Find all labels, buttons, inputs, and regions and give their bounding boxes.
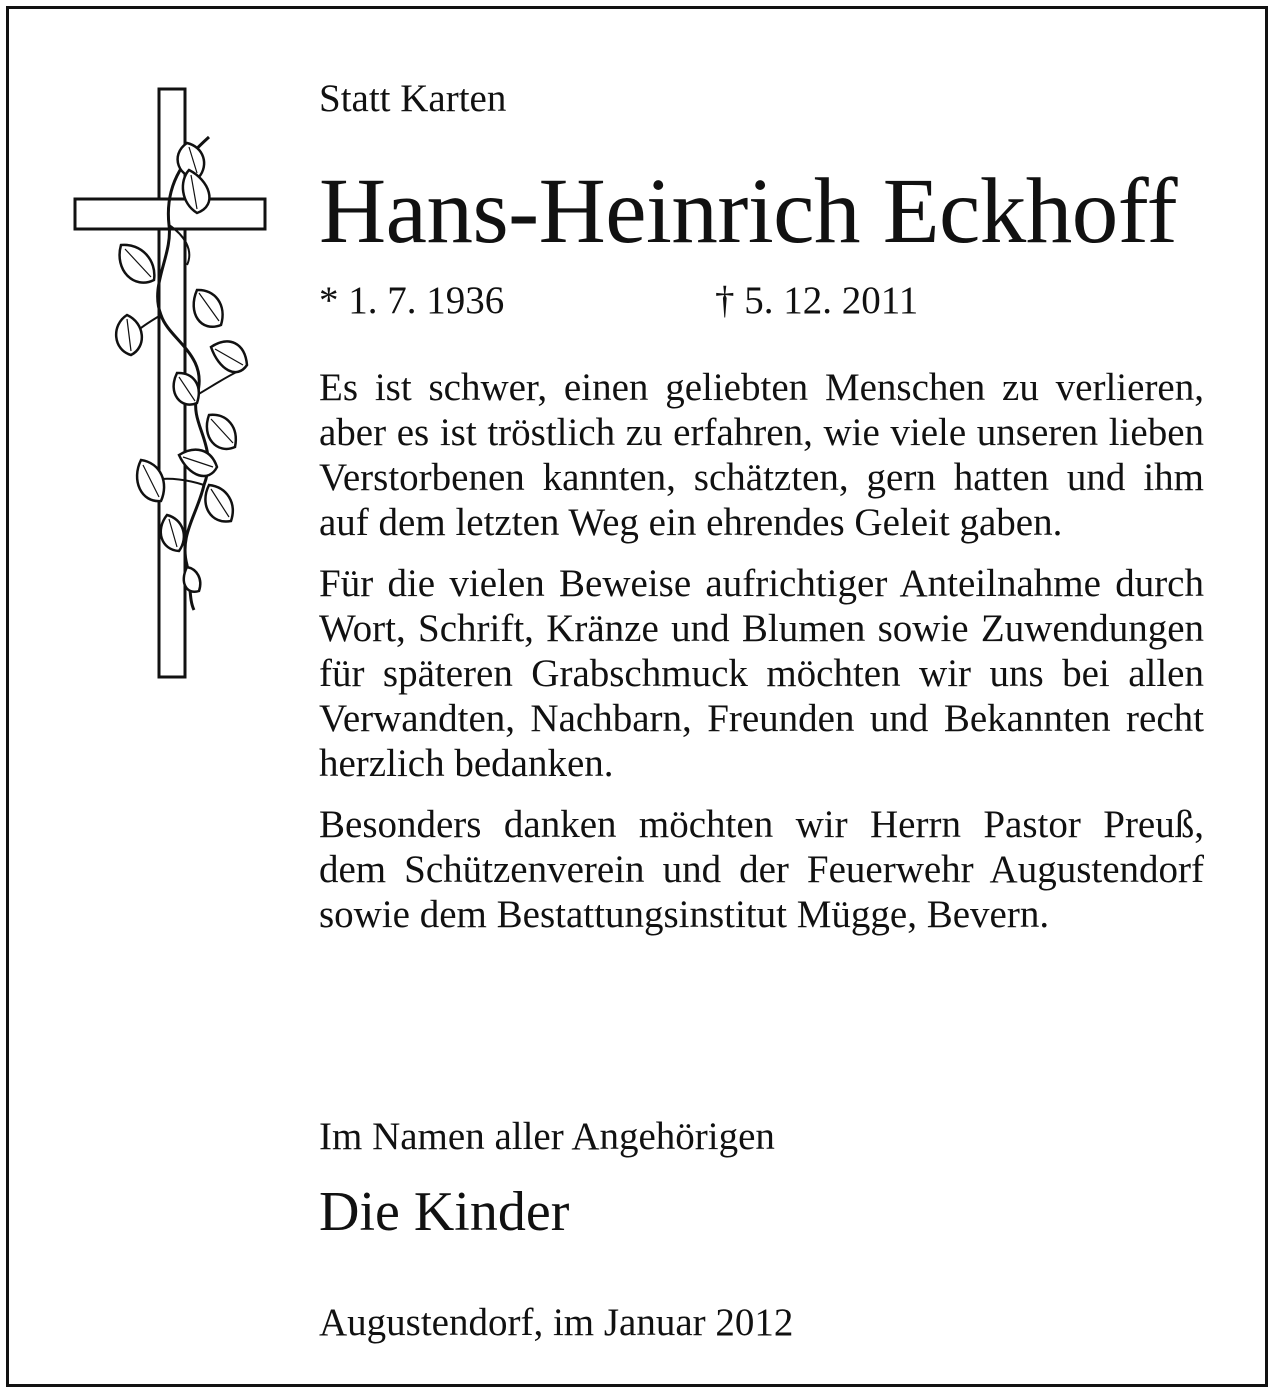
birth-date: * 1. 7. 1936 bbox=[319, 279, 505, 322]
signature-intro: Im Namen aller Angehörigen bbox=[319, 1115, 775, 1158]
paragraph-thanks: Für die vielen Beweise aufrichtiger Anteilnahme durch Wort, Schrift, Kränze und Blumen sowie Zuwendungen für späteren Grabschmuck möchten wir uns bei allen Verwandten, Nachbarn, Freunden und Bekannten recht herzlich bedanken. bbox=[319, 562, 1204, 785]
death-date: † 5. 12. 2011 bbox=[715, 279, 919, 322]
life-dates bbox=[319, 277, 1204, 327]
notice-frame bbox=[6, 6, 1268, 1387]
signer-name: Die Kinder bbox=[319, 1181, 570, 1243]
place-and-date: Augustendorf, im Januar 2012 bbox=[319, 1301, 794, 1344]
paragraph-gratitude: Es ist schwer, einen geliebten Menschen zu verlieren, aber es ist tröstlich zu erfahren, wie viele unseren lieben Verstorbenen kannten, schätzten, gern hatten und ihm auf dem letzten Weg ein ehrendes Geleit gaben. bbox=[319, 366, 1204, 544]
paragraph-special-thanks: Besonders danken möchten wir Herrn Pastor Preuß, dem Schützenverein und der Feuerwehr Augustendorf sowie dem Bestattungsinstitut Mügge, Bevern. bbox=[319, 803, 1204, 936]
deceased-name: Hans-Heinrich Eckhoff bbox=[319, 160, 1178, 263]
cross-with-ivy-icon bbox=[69, 85, 274, 685]
overline-text: Statt Karten bbox=[319, 77, 507, 120]
notice-body bbox=[319, 365, 1204, 953]
